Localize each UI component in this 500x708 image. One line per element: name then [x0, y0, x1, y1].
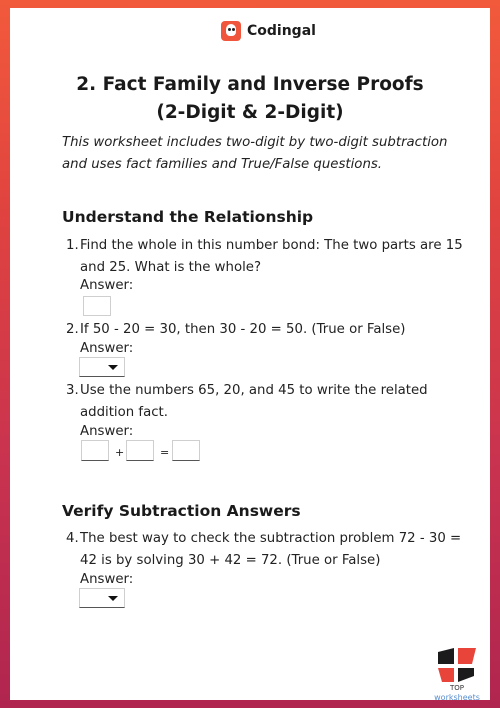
- logo-line-2: worksheets: [434, 693, 480, 702]
- worksheet-page: [10, 8, 490, 700]
- title-line-2: (2-Digit & 2-Digit): [156, 102, 344, 123]
- true-false-dropdown-q2[interactable]: [79, 357, 125, 377]
- answer-label: Answer:: [80, 424, 134, 439]
- topworksheets-wordmark: [434, 684, 480, 702]
- answer-label: Answer:: [80, 278, 134, 293]
- topworksheets-mark: [434, 646, 480, 684]
- sum-input[interactable]: [172, 440, 200, 461]
- logo-line-1: TOP: [449, 684, 464, 692]
- chevron-down-icon: [108, 365, 118, 370]
- addend-1-input[interactable]: [81, 440, 109, 461]
- answer-label: Answer:: [80, 572, 134, 587]
- question-text: If 50 - 20 = 30, then 30 - 20 = 50. (True or False): [80, 322, 406, 337]
- question-number: 1.: [66, 238, 79, 253]
- plus-sign: +: [115, 446, 125, 459]
- worksheet-title: [10, 71, 490, 127]
- brand-name: Codingal: [247, 23, 316, 39]
- codingal-penguin-icon: [221, 21, 241, 41]
- question-number: 2.: [66, 322, 79, 337]
- true-false-dropdown-q4[interactable]: [79, 588, 125, 608]
- brand-header: [221, 19, 316, 43]
- answer-input-q1[interactable]: [83, 296, 111, 316]
- section-heading-verify: Verify Subtraction Answers: [62, 502, 301, 520]
- question-4: [66, 528, 466, 572]
- question-number: 4.: [66, 531, 79, 546]
- question-text: The best way to check the subtraction problem 72 - 30 = 42 is by solving 30 + 42 = 72. (True or False): [80, 531, 462, 568]
- question-text: Find the whole in this number bond: The two parts are 15 and 25. What is the whole?: [80, 238, 463, 275]
- addend-2-input[interactable]: [126, 440, 154, 461]
- equals-sign: =: [160, 446, 170, 459]
- chevron-down-icon: [108, 596, 118, 601]
- answer-label: Answer:: [80, 341, 134, 356]
- question-1: [66, 235, 466, 279]
- title-line-1: 2. Fact Family and Inverse Proofs: [76, 74, 424, 95]
- question-2: [66, 319, 466, 341]
- intro-text: This worksheet includes two-digit by two-digit subtraction and uses fact families and True/False questions.: [62, 135, 448, 172]
- question-text: Use the numbers 65, 20, and 45 to write the related addition fact.: [80, 383, 428, 420]
- question-3: [66, 380, 466, 424]
- topworksheets-logo-icon: [434, 646, 484, 706]
- question-number: 3.: [66, 383, 79, 398]
- section-heading-relationship: Understand the Relationship: [62, 208, 314, 226]
